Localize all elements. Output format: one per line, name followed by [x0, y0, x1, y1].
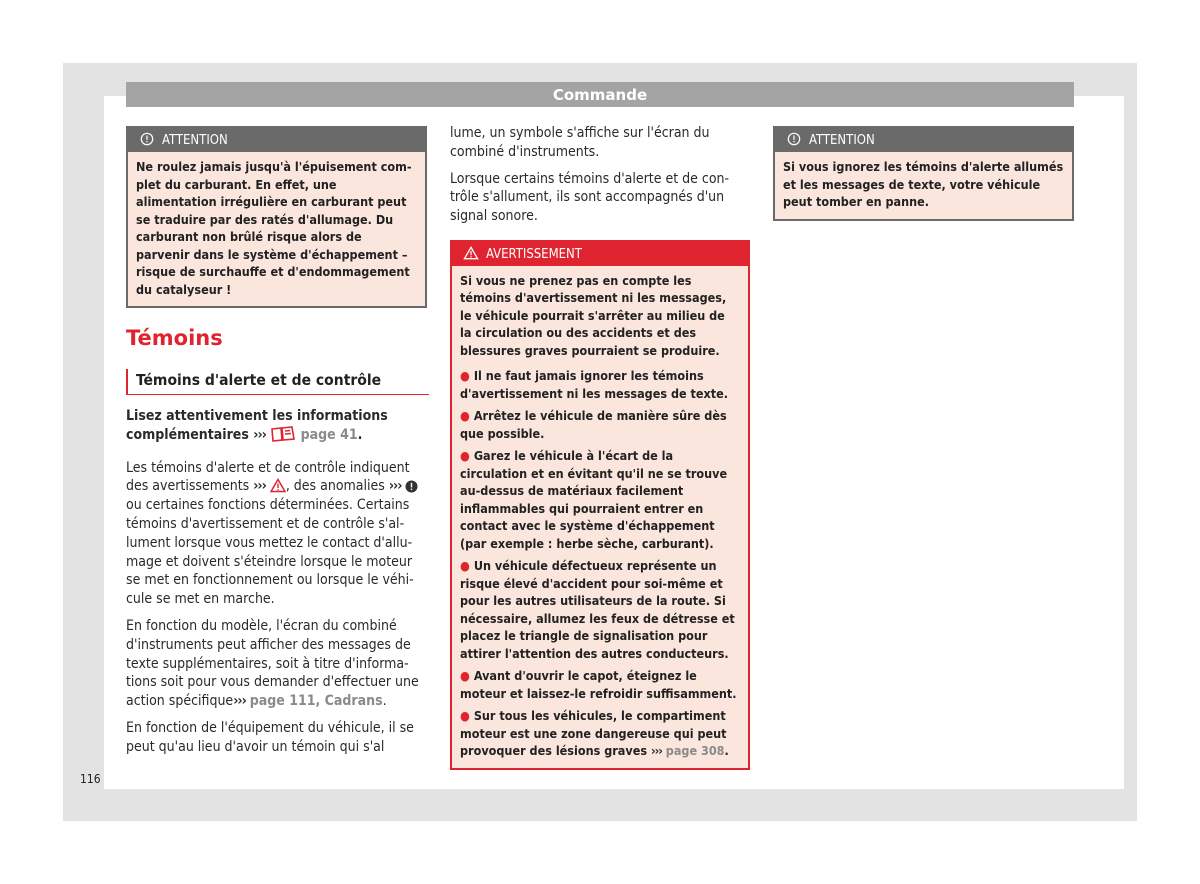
see-arrows: ››› — [650, 743, 662, 759]
bullet-dot: ● — [460, 668, 470, 684]
attention-label: ATTENTION — [809, 133, 875, 148]
p1-text-b: , des anomalies — [285, 478, 385, 495]
bullet-text: Arrêtez le véhicule de manière sûre dès que possible. — [460, 408, 727, 441]
subsection-title: Témoins d'alerte et de contrôle — [136, 371, 382, 389]
paragraph-4: lume, un symbole s'affiche sur l'écran du combiné d'instruments. — [450, 125, 710, 160]
bullet-dot: ● — [460, 558, 470, 574]
warning-bullet — [460, 557, 740, 662]
bullet-dot: ● — [460, 708, 470, 724]
see-arrows: ››› — [233, 693, 246, 710]
lead-text: Lisez attentivement les informations complémentaires — [126, 408, 388, 443]
warning-label: AVERTISSEMENT — [486, 246, 582, 262]
section-title: Témoins — [126, 326, 223, 350]
column-left-body — [126, 407, 427, 765]
info-circle-icon — [138, 132, 156, 146]
attention-box-header — [128, 128, 425, 152]
see-arrows: ››› — [253, 478, 266, 495]
column-right — [773, 126, 1074, 221]
lead-paragraph — [126, 407, 427, 445]
info-circle-icon — [785, 132, 803, 146]
warning-box — [450, 240, 750, 770]
book-reference-icon — [270, 426, 296, 442]
page-header: Commande — [126, 82, 1074, 107]
p2-end: . — [382, 693, 387, 710]
p1-text-c: ou certaines fonctions déterminées. Certains témoins d'avertissement et de contrôle s'allument lorsque vous mettez le contact d'allumage et doivent s'éteindre lorsque le moteur se met en fonctionnement ou lorsque le véhicule se met en marche. — [126, 497, 414, 608]
bullet-text: Sur tous les véhicules, le compartiment moteur est une zone dangereuse qui peut provoquer des lésions graves — [460, 708, 727, 759]
attention-box — [773, 126, 1074, 221]
attention-text: Ne roulez jamais jusqu'à l'épuisement complet du carburant. En effet, une alimentation irrégulière en carburant peut se traduire par des ratés d'allumage. Du carburant non brûlé risque alors de parvenir dans le système d'échappement – risque de surchauffe et d'endommagement du catalyseur ! — [136, 159, 412, 297]
lead-end: . — [357, 426, 363, 443]
warning-body — [452, 266, 748, 768]
bullet-text: Garez le véhicule à l'écart de la circulation et en évitant qu'il ne se trouve au-dessus de matériaux facilement inflammables qui pourraient entrer en contact avec le système d'échappement (par exemple : herbe sèche, carburant). — [460, 448, 728, 551]
column-left — [126, 126, 427, 308]
bullet-text: Un véhicule défectueux représente un risque élevé d'accident pour soi-même et pour les autres utilisateurs de la route. Si nécessaire, allumez les feux de détresse et placez le triangle de signalisation pour attirer l'attention des autres conducteurs. — [460, 558, 735, 661]
bullet-dot: ● — [460, 408, 470, 424]
warning-triangle-icon — [270, 478, 286, 493]
bullet-dot: ● — [460, 368, 470, 384]
attention-label: ATTENTION — [162, 133, 228, 148]
warning-bullet — [460, 407, 740, 442]
page-number: 116 — [80, 772, 101, 786]
link-page-41[interactable]: page 41 — [300, 426, 358, 443]
paragraph-3: En fonction de l'équipement du véhicule, il se peut qu'au lieu d'avoir un témoin qui s'al — [126, 719, 414, 755]
warning-intro: Si vous ne prenez pas en compte les témoins d'avertissement ni les messages, le véhicule pourrait s'arrêter au milieu de la circulation ou des accidents et des blessures graves pourraient se produire. — [460, 272, 727, 358]
bullet-dot: ● — [460, 448, 470, 464]
warning-bullet — [460, 667, 740, 702]
p1-text-a: Les témoins d'alerte et de contrôle indiquent des avertissements — [126, 459, 410, 495]
warning-box-header — [452, 242, 748, 266]
subsection-heading — [126, 369, 429, 395]
link-page-111[interactable]: page 111, Cadrans — [249, 693, 383, 710]
paragraph-1 — [126, 459, 427, 609]
see-arrows: ››› — [388, 478, 402, 495]
see-arrows: ››› — [253, 426, 266, 443]
warning-bullet — [460, 447, 740, 552]
attention-text: Si vous ignorez les témoins d'alerte allumés et les messages de texte, votre véhicule peut tomber en panne. — [783, 159, 1064, 209]
bullet-text: Avant d'ouvrir le capot, éteignez le moteur et laissez-le refroidir suffisamment. — [460, 668, 737, 701]
warning-triangle-icon — [462, 246, 480, 260]
bullet-text: Il ne faut jamais ignorer les témoins d'avertissement ni les messages de texte. — [460, 368, 729, 401]
info-filled-circle-icon — [405, 480, 418, 493]
bullet-end: . — [724, 743, 729, 759]
warning-bullet — [460, 707, 740, 760]
paragraph-5: Lorsque certains témoins d'alerte et de contrôle s'allument, ils sont accompagnés d'un signal sonore. — [450, 170, 730, 225]
attention-box — [126, 126, 427, 308]
link-page-308[interactable]: page 308 — [665, 743, 725, 759]
p2-text: En fonction du modèle, l'écran du combiné d'instruments peut afficher des messages de texte supplémentaires, soit à titre d'informations soit pour vous demander d'effectuer une action spécifique — [126, 617, 419, 710]
attention-box-header — [775, 128, 1072, 152]
warning-bullet — [460, 367, 740, 402]
column-middle — [450, 124, 750, 770]
paragraph-2 — [126, 617, 427, 711]
